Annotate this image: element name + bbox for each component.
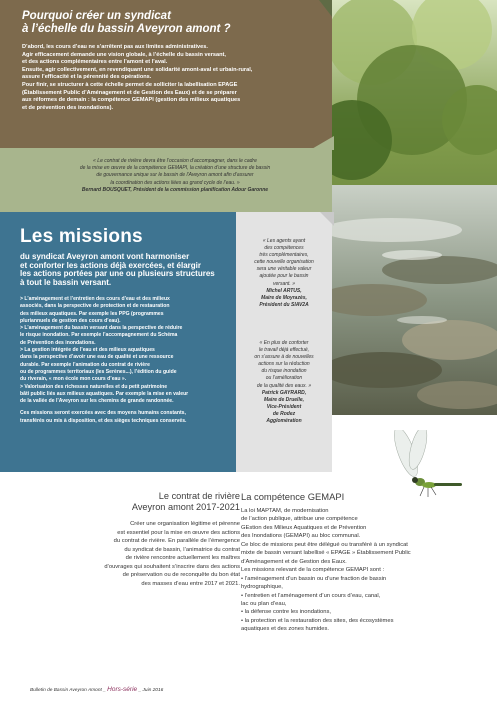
mission-line: durable. Par exemple l’animation du contrat de rivière [20, 361, 150, 368]
quote-line: « Les agents ayant [262, 238, 306, 244]
why-syndicate-heading [22, 10, 322, 36]
quote-author: Maire de Druelle, [263, 396, 304, 403]
mission-line: du riverain, « mon école mon cours d’eau ». [20, 376, 127, 383]
missions-panel [0, 212, 236, 472]
body-line: Ce bloc de missions peut être délégué ou transféré à un syndicat [241, 541, 408, 548]
intro-line: et conforter les actions déjà exercées, et élargir [20, 260, 201, 270]
mission-line: > La gestion intégrée de l’eau et des milieux aquatiques [20, 347, 155, 354]
decorative-triangle [320, 212, 334, 228]
body-line: du contrat de rivière. En parallèle de l’émergence [113, 538, 240, 544]
title-line: Le contrat de rivière [158, 491, 240, 501]
body-line: des Inondations (GEMAPI) au bloc communal. [241, 533, 361, 540]
body-line: aquatiques et des zones humides. [241, 626, 329, 633]
mission-line: > L’aménagement et l’entretien des cours d’eau et des milieux [20, 296, 170, 302]
body-line: est essentiel pour la mise en œuvre des actions [117, 529, 240, 536]
body-line: • l’entretien et l’aménagement d’un cours d’eau, canal, [241, 592, 381, 599]
quote-author: Maire de Moyrazès, [261, 294, 307, 301]
title-line: Aveyron amont 2017-2021 [131, 502, 240, 512]
artus-quote [236, 238, 332, 309]
paragraph-line: Pour finir, se structurer à cette échelle permet de solliciter la labellisation EPAGE [22, 81, 238, 88]
body-line: du syndicat de bassin, l’animatrice du contrat [124, 546, 240, 553]
body-line: d’Aménagement et de Gestion des Eaux. [241, 558, 347, 565]
gemapi-title: La compétence GEMAPI [241, 491, 345, 502]
quote-line: sera une véritable valeur [256, 266, 312, 273]
quote-author: Vice-Président [266, 403, 302, 410]
body-line: des masses d’eau entre 2017 et 2021. [141, 580, 240, 587]
quote-author: Président du SIAV2A [259, 301, 309, 308]
quote-line: de la qualité des eaux. » [256, 382, 312, 389]
paragraph-line: assure l’efficacité et la pérennité des opérations. [22, 74, 152, 81]
mission-line: des milieux aquatiques. Par exemple les PPG (programmes [20, 310, 164, 317]
mission-line: ou de programmes territoriaux (les Serènes...), l’édition du guide [20, 368, 177, 375]
bousquet-quote [30, 158, 320, 194]
mission-line: le risque inondation. Par exemple l’accompagnement du Schéma [20, 332, 178, 339]
quotes-column [236, 212, 332, 472]
paragraph-line: Agir efficacement demande une vision globale, à l’échelle du bassin versant, [22, 51, 226, 58]
intro-line: du syndicat Aveyron amont vont harmoniser [20, 252, 190, 261]
footer [30, 686, 163, 693]
quote-line: la coordination des actions liées au grand cycle de l’eau. » [110, 179, 240, 186]
quote-author: Agglomération [266, 418, 302, 425]
gemapi-body [241, 507, 441, 634]
why-syndicate-panel [0, 0, 332, 148]
paragraph-line: Ensuite, agir collectivement, en revendiquant une solidarité amont-aval et urbain-rural, [22, 66, 253, 73]
body-line: Les missions relevant de la compétence GEMAPI sont : [241, 567, 385, 574]
body-line: de l’action publique, attribue une compétence [241, 516, 358, 523]
paragraph-line: et des actions complémentaires entre l’amont et l’aval. [22, 59, 168, 66]
quote-line: le travail déjà effectué, [258, 347, 310, 354]
quote-line: des compétences [264, 245, 304, 252]
body-line: de préservation ou de reconquête du bon état [122, 572, 240, 578]
quote-line: on s’assure à de nouvelles [254, 354, 314, 361]
missions-list [20, 296, 232, 425]
quote-line: cette nouvelle organisation [254, 259, 314, 266]
gayrard-quote [236, 340, 332, 425]
quote-author: Bernard BOUSQUET, Président de la commission planification Adour Garonne [81, 186, 269, 193]
quote-author: de Rodez [272, 410, 296, 417]
quote-line: actions sur la réduction [258, 361, 310, 368]
missions-title: Les missions [20, 226, 143, 247]
body-line: GEstion des Milieux Aquatiques et de Prévention [241, 524, 367, 531]
body-line: lac ou plan d’eau, [241, 600, 287, 607]
mission-line: transférés ou mis à disposition, et des sièges techniques conservés. [20, 417, 187, 424]
quote-line: de gouvernance unique sur le bassin de l’Aveyron amont afin d’assurer [96, 172, 254, 179]
quote-line: très complémentaires, [259, 252, 309, 259]
body-line: hydrographique, [241, 584, 283, 591]
body-line: Créer une organisation légitime et pérenne [130, 521, 240, 527]
missions-intro [20, 253, 232, 287]
mission-line: bâti public liés aux milieux aquatiques. Par exemple la mise en valeur [20, 390, 189, 397]
body-line: La loi MAPTAM, de modernisation [241, 508, 329, 514]
body-line: • l’aménagement d’un bassin ou d’une fraction de bassin [241, 575, 387, 582]
dragonfly-icon [384, 430, 464, 502]
paragraph-line: aux réformes de demain : la compétence GEMAPI (gestion des milieux aquatiques [22, 97, 241, 104]
footer-edition: Hors-série [107, 686, 138, 693]
mission-line: de la vallée de l’Aveyron sur les chemins de grande randonnée. [20, 398, 174, 405]
quote-line: ajoutée pour le bassin [259, 273, 309, 280]
heading-line: à l’échelle du bassin Aveyron amont ? [22, 23, 231, 35]
mission-line: > L’aménagement du bassin versant dans la perspective de réduire [20, 325, 183, 332]
mission-line: de Prévention des inondations. [20, 339, 96, 346]
quote-line: versant. » [273, 280, 295, 287]
quote-author: Patrick GAYRARD, [261, 389, 307, 396]
quote-author: Michel ARTUS, [266, 287, 302, 294]
quote-line: « Le contrat de rivière devra être l’occasion d’accompagner, dans le cadre [93, 158, 257, 164]
quote-line: ou l’amélioration [265, 375, 303, 382]
why-syndicate-paragraph [22, 44, 327, 112]
body-line: • la défense contre les inondations, [241, 609, 332, 616]
intro-line: les actions portées par une ou plusieurs structures [20, 269, 215, 279]
body-line: d’ouvrages qui souhaitent s’inscrire dans des actions [104, 563, 240, 570]
quote-line: du risque inondation [261, 368, 307, 375]
bousquet-quote-band [0, 148, 332, 212]
quote-line: « En plus de conforter [259, 340, 309, 346]
mission-line: > Valorisation des richesses naturelles et du petit patrimoine [20, 383, 168, 390]
decorative-triangle [310, 136, 334, 150]
footer-date: _ Juin 2016 [138, 688, 164, 693]
paragraph-line: et de prévention des inondations). [22, 104, 114, 111]
paragraph-line: (Établissement Public d’Aménagement et de Gestion des Eaux) et de se préparer [22, 89, 237, 96]
river-photo [332, 0, 497, 415]
mission-line: associés, dans la perspective de protection et de restauration [20, 303, 170, 310]
decorative-triangle [319, 0, 333, 20]
intro-line: à tout le bassin versant. [20, 277, 112, 287]
mission-line: dans la perspective d’avoir une eau de qualité et une ressource [20, 354, 174, 361]
body-line: • la protection et la restauration des sites, des écosystèmes [241, 617, 394, 624]
body-line: mixte de bassin versant labellisé « EPAGE » Établissement Public [241, 550, 411, 557]
heading-line: Pourquoi créer un syndicat [22, 10, 171, 22]
paragraph-line: D’abord, les cours d’eau ne s’arrêtent pas aux limites administratives. [22, 44, 208, 50]
footer-bulletin-name: Bulletin de Bassin Aveyron Amont _ [30, 688, 106, 693]
mission-line: pluriannuels de gestion des cours d’eau). [20, 317, 121, 324]
mission-line: Ces missions seront exercées avec des moyens humains constants, [20, 410, 186, 417]
contrat-title [100, 491, 240, 513]
quote-line: de la mise en œuvre de la compétence GEMAPI, la création d’une structure de bassin [79, 165, 271, 172]
contrat-body [60, 520, 240, 588]
body-line: de rivière rencontre actuellement les maîtres [125, 555, 240, 561]
